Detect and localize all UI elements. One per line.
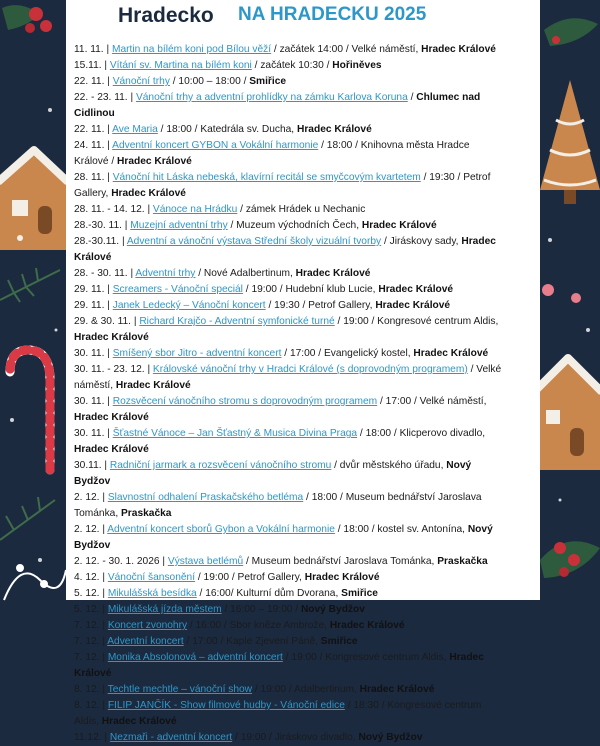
- event-row: 28. 11. - 14. 12. | Vánoce na Hrádku / zámek Hrádek u Nechanic: [74, 204, 366, 215]
- brand-logo-text: Hradecko: [118, 4, 214, 27]
- event-date: 2. 12.: [74, 492, 100, 503]
- event-link[interactable]: Muzejní adventní trhy: [130, 220, 228, 231]
- content-panel: [66, 0, 540, 743]
- event-detail: zámek Hrádek u Nechanic: [245, 204, 366, 215]
- event-place: Hradec Králové: [413, 348, 489, 359]
- event-row: 5. 12. | Mikulášská jízda městem / 16:00 – 19:00 / Nový Bydžov: [74, 604, 365, 615]
- event-link[interactable]: Smíšený sbor Jitro - adventní koncert: [112, 348, 282, 359]
- event-row: 11.12. | Nezmaři - adventní koncert / 19:00 / Jiráskovo divadlo, Nový Bydžov: [74, 732, 423, 743]
- event-row: 29. 11. | Janek Ledecký – Vánoční koncert / 19:30 / Petrof Gallery, Hradec Králové: [74, 300, 451, 311]
- event-date: 5. 12.: [74, 588, 100, 599]
- event-detail: 17:00 / Kaple Zjevení Páně,: [192, 636, 318, 647]
- event-date: 29. 11.: [74, 284, 105, 295]
- event-detail: 18:30 / Kongresové centrum Aldis,: [74, 700, 482, 727]
- event-date: 7. 12.: [74, 620, 100, 631]
- page-header: [66, 0, 540, 34]
- gingerbread-house-icon: [534, 358, 600, 470]
- event-date: 24. 11.: [74, 140, 105, 151]
- event-detail: dvůr městského úřadu,: [339, 460, 444, 471]
- event-place: Hradec Králové: [378, 284, 454, 295]
- event-date: 7. 12.: [74, 636, 100, 647]
- event-detail: Jiráskovy sady,: [389, 236, 459, 247]
- event-date: 4. 12.: [74, 572, 100, 583]
- event-place: Hradec Králové: [117, 156, 192, 167]
- event-link[interactable]: Vánoční trhy: [112, 76, 170, 87]
- event-link[interactable]: Vítání sv. Martina na bílém koni: [109, 60, 252, 71]
- event-date: 11. 11.: [74, 44, 104, 55]
- event-row: 29. 11. | Screamers - Vánoční speciál / 19:00 / Hudební klub Lucie, Hradec Králové: [74, 284, 454, 295]
- event-place: Hradec Králové: [296, 124, 372, 135]
- event-link[interactable]: Richard Krajčo - Adventní symfonické turné: [139, 316, 335, 327]
- event-row: 22. 11. | Vánoční trhy / 10:00 – 18:00 / Smiřice: [74, 76, 287, 87]
- event-date: 22. 11.: [74, 76, 105, 87]
- event-row: 28.-30.11. | Adventní a vánoční výstava Střední školy vizuální tvorby / Jiráskovy sady, Hradec Králové: [74, 236, 496, 263]
- event-list: [74, 42, 504, 746]
- event-detail: 18:00 / Katedrála sv. Ducha,: [166, 124, 295, 135]
- event-place: Nový Bydžov: [358, 732, 423, 743]
- event-row: 30. 11. | Smíšený sbor Jitro - adventní koncert / 17:00 / Evangelický kostel, Hradec Králové: [74, 348, 489, 359]
- event-detail: začátek 14:00 / Velké náměstí,: [279, 44, 419, 55]
- event-place: Nový Bydžov: [74, 524, 493, 551]
- event-link[interactable]: Screamers - Vánoční speciál: [112, 284, 243, 295]
- event-date: 22. - 23. 11.: [74, 92, 128, 103]
- right-decorations: [540, 0, 600, 600]
- event-row: 30. 11. | Rozsvěcení vánočního stromu s doprovodným programem / 17:00 / Velké náměstí, Hradec Králové: [74, 396, 487, 423]
- event-link[interactable]: FILIP JANČÍK - Show filmové hudby - Vánoční edice: [107, 700, 345, 711]
- event-date: 28. - 30. 11.: [74, 268, 128, 279]
- event-place: Praskačka: [437, 556, 488, 567]
- event-detail: 19:00 / Jiráskovo divadlo,: [240, 732, 356, 743]
- event-link[interactable]: Adventní trhy: [135, 268, 196, 279]
- gingerbread-tree-icon: [540, 80, 600, 204]
- event-row: 30. 11. | Šťastné Vánoce – Jan Šťastný & Musica Divina Praga / 18:00 / Klicperovo divadlo, Hradec Králové: [74, 428, 486, 455]
- event-date: 28. 11.: [74, 172, 105, 183]
- event-row: 5. 12. | Mikulášská besídka / 16:00/ Kulturní dům Dvorana, Smiřice: [74, 588, 378, 599]
- event-date: 8. 12.: [74, 684, 100, 695]
- event-date: 5. 12.: [74, 604, 100, 615]
- event-detail: 17:00 / Velké náměstí,: [385, 396, 487, 407]
- event-detail: 19:00 / Hudební klub Lucie,: [251, 284, 376, 295]
- event-row: 2. 12. | Slavnostní odhalení Praskačského betléma / 18:00 / Museum bednářství Jaroslava Tománka, Praskačka: [74, 492, 482, 519]
- event-link[interactable]: Radniční jarmark a rozsvěcení vánočního stromu: [109, 460, 332, 471]
- event-row: 7. 12. | Koncert zvonohry / 16:00 / Sbor kněze Ambrože, Hradec Králové: [74, 620, 405, 631]
- event-detail: 16:00/ Kulturní dům Dvorana,: [205, 588, 339, 599]
- event-place: Hradec Králové: [329, 620, 405, 631]
- event-place: Nový Bydžov: [300, 604, 365, 615]
- event-date: 30. 11. - 23. 12.: [74, 364, 145, 375]
- event-link[interactable]: Vánoční hit Láska nebeská, klavírní recitál se smyčcovým kvartetem: [112, 172, 421, 183]
- event-row: 11. 11. | Martin na bílém koni pod Bílou věží / začátek 14:00 / Velké náměstí, Hradec Králové: [74, 44, 496, 55]
- event-detail: 19:00 / Kongresové centrum Aldis,: [291, 652, 447, 663]
- event-date: 7. 12.: [74, 652, 100, 663]
- event-row: 2. 12. | Adventní koncert sborů Gybon a Vokální harmonie / 18:00 / kostel sv. Antonína, Nový Bydžov: [74, 524, 493, 551]
- event-row: 7. 12. | Monika Absolonová – adventní koncert / 19:00 / Kongresové centrum Aldis, Hradec Králové: [74, 652, 484, 679]
- event-link[interactable]: Vánoce na Hrádku: [152, 204, 238, 215]
- event-row: 7. 12. | Adventní koncert / 17:00 / Kaple Zjevení Páně, Smiřice: [74, 636, 358, 647]
- event-place: Hradec Králové: [74, 412, 149, 423]
- event-link[interactable]: Nezmaři - adventní koncert: [109, 732, 233, 743]
- page-title: NA HRADECKU 2025: [238, 4, 427, 25]
- event-link[interactable]: Slavnostní odhalení Praskačského betléma: [107, 492, 304, 503]
- event-row: 2. 12. - 30. 1. 2026 | Výstava betlémů / Museum bednářství Jaroslava Tománka, Praskačka: [74, 556, 488, 567]
- event-date: 15.11.: [74, 60, 102, 71]
- event-date: 2. 12. - 30. 1. 2026: [74, 556, 160, 567]
- event-detail: 19:00 / Petrof Gallery,: [203, 572, 302, 583]
- event-row: 30. 11. - 23. 12. | Královské vánoční trhy v Hradci Králové (s doprovodným programem) / Velké náměstí, Hradec Králové: [74, 364, 502, 391]
- event-date: 2. 12.: [74, 524, 100, 535]
- event-detail: 18:00 / Klicperovo divadlo,: [365, 428, 486, 439]
- event-row: 8. 12. | FILIP JANČÍK - Show filmové hudby - Vánoční edice / 18:30 / Kongresové centrum Aldis, Hradec Králové: [74, 700, 482, 727]
- event-detail: Nové Adalbertinum,: [203, 268, 293, 279]
- event-detail: Museum bednářství Jaroslava Tománka,: [251, 556, 435, 567]
- event-detail: 16:00 – 19:00 /: [230, 604, 299, 615]
- event-row: 30.11. | Radniční jarmark a rozsvěcení vánočního stromu / dvůr městského úřadu, Nový Bydžov: [74, 460, 472, 487]
- event-place: Hradec Králové: [304, 572, 380, 583]
- event-date: 29. & 30. 11.: [74, 316, 132, 327]
- event-link[interactable]: Monika Absolonová – adventní koncert: [107, 652, 283, 663]
- event-place: Chlumec nad Cidlinou: [74, 92, 481, 119]
- event-place: Hořiněves: [332, 60, 382, 71]
- left-decorations: [0, 0, 66, 600]
- event-place: Hradec Králové: [74, 236, 496, 263]
- event-link[interactable]: Adventní a vánoční výstava Střední školy vizuální tvorby: [126, 236, 382, 247]
- gingerbread-house-icon: [0, 150, 68, 250]
- event-link[interactable]: Janek Ledecký – Vánoční koncert: [112, 300, 266, 311]
- event-link[interactable]: Mikulášská besídka: [107, 588, 197, 599]
- event-detail: 19:00 / Kongresové centrum Aldis,: [343, 316, 499, 327]
- event-row: 8. 12. | Techtle mechtle – vánoční show / 19:00 / Adalbertinum, Hradec Králové: [74, 684, 435, 695]
- holly-leaves-icon: [544, 18, 598, 46]
- fairy-lights-icon: [4, 565, 66, 600]
- holly-berries-icon: [2, 5, 52, 33]
- event-date: 28.-30.11.: [74, 236, 120, 247]
- event-date: 30. 11.: [74, 428, 105, 439]
- event-place: Hradec Králové: [375, 300, 451, 311]
- event-row: 15.11. | Vítání sv. Martina na bílém koni / začátek 10:30 / Hořiněves: [74, 60, 382, 71]
- event-link[interactable]: Výstava betlémů: [167, 556, 244, 567]
- event-detail: 18:00 / Knihovna města Hradce Králové /: [74, 140, 470, 167]
- event-detail: Velké náměstí,: [74, 364, 502, 391]
- event-date: 29. 11.: [74, 300, 105, 311]
- event-link[interactable]: Techtle mechtle – vánoční show: [107, 684, 253, 695]
- holly-berries-icon: [540, 541, 600, 578]
- event-date: 30. 11.: [74, 348, 105, 359]
- event-place: Hradec Králové: [101, 716, 177, 727]
- event-place: Hradec Králové: [295, 268, 371, 279]
- event-detail: začátek 10:30 /: [260, 60, 330, 71]
- event-row: 28. - 30. 11. | Adventní trhy / Nové Adalbertinum, Hradec Králové: [74, 268, 371, 279]
- event-link[interactable]: Rozsvěcení vánočního stromu s doprovodným programem: [112, 396, 378, 407]
- event-detail: 19:30 / Petrof Gallery,: [274, 300, 373, 311]
- event-link[interactable]: Šťastné Vánoce – Jan Šťastný & Musica Divina Praga: [112, 428, 358, 439]
- event-place: Hradec Králové: [361, 220, 437, 231]
- event-place: Praskačka: [121, 508, 172, 519]
- event-link[interactable]: Královské vánoční trhy v Hradci Králové (s doprovodným programem): [152, 364, 468, 375]
- event-detail: 16:00 / Sbor kněze Ambrože,: [195, 620, 327, 631]
- event-date: 8. 12.: [74, 700, 100, 711]
- event-detail: 18:00 / kostel sv. Antonína,: [343, 524, 465, 535]
- event-row: 28. 11. | Vánoční hit Láska nebeská, klavírní recitál se smyčcovým kvartetem / 19:30 / Petrof Gallery, Hradec Králové: [74, 172, 491, 199]
- event-place: Nový Bydžov: [74, 460, 472, 487]
- ornament-balls-icon: [542, 284, 581, 303]
- event-link[interactable]: Mikulášská jízda městem: [107, 604, 222, 615]
- event-row: 22. - 23. 11. | Vánoční trhy a adventní prohlídky na zámku Karlova Koruna / Chlumec nad Cidlinou: [74, 92, 481, 119]
- event-place: Hradec Králové: [359, 684, 435, 695]
- event-link[interactable]: Ave Maria: [112, 124, 158, 135]
- event-row: 29. & 30. 11. | Richard Krajčo - Adventní symfonické turné / 19:00 / Kongresové centrum Aldis, Hradec Králové: [74, 316, 499, 343]
- event-row: 28.-30. 11. | Muzejní adventní trhy / Muzeum východních Čech, Hradec Králové: [74, 220, 437, 231]
- event-link[interactable]: Martin na bílém koni pod Bílou věží: [111, 44, 272, 55]
- event-link[interactable]: Vánoční šansonění: [107, 572, 196, 583]
- event-link[interactable]: Koncert zvonohry: [107, 620, 188, 631]
- event-place: Smiřice: [249, 76, 287, 87]
- event-date: 11.12.: [74, 732, 102, 743]
- event-date: 30.11.: [74, 460, 102, 471]
- event-row: 24. 11. | Adventní koncert GYBON a Vokální harmonie / 18:00 / Knihovna města Hradce Králové / Hradec Králové: [74, 140, 470, 167]
- event-place: Smiřice: [341, 588, 378, 599]
- event-row: 4. 12. | Vánoční šansonění / 19:00 / Petrof Gallery, Hradec Králové: [74, 572, 380, 583]
- event-row: 22. 11. | Ave Maria / 18:00 / Katedrála sv. Ducha, Hradec Králové: [74, 124, 372, 135]
- event-date: 30. 11.: [74, 396, 105, 407]
- event-detail: 19:30 / Petrof Gallery,: [74, 172, 491, 199]
- event-link[interactable]: Adventní koncert GYBON a Vokální harmonie: [112, 140, 319, 151]
- event-detail: Muzeum východních Čech,: [236, 220, 360, 231]
- candy-cane-icon: [10, 350, 50, 470]
- event-detail: 18:00 / Museum bednářství Jaroslava Tománka,: [74, 492, 482, 519]
- event-detail: 10:00 – 18:00 /: [178, 76, 247, 87]
- event-place: Hradec Králové: [74, 652, 484, 679]
- event-link[interactable]: Vánoční trhy a adventní prohlídky na zámku Karlova Koruna: [135, 92, 408, 103]
- event-place: Hradec Králové: [115, 380, 191, 391]
- event-date: 22. 11.: [74, 124, 105, 135]
- event-link[interactable]: Adventní koncert: [107, 636, 184, 647]
- event-date: 28. 11. - 14. 12.: [74, 204, 145, 215]
- event-place: Hradec Králové: [74, 332, 149, 343]
- event-place: Smiřice: [320, 636, 358, 647]
- event-place: Hradec Králové: [111, 188, 186, 199]
- event-date: 28.-30. 11.: [74, 220, 122, 231]
- event-place: Hradec Králové: [74, 444, 149, 455]
- event-link[interactable]: Adventní koncert sborů Gybon a Vokální harmonie: [107, 524, 335, 535]
- event-detail: 17:00 / Evangelický kostel,: [289, 348, 411, 359]
- event-detail: 19:00 / Adalbertinum,: [260, 684, 357, 695]
- event-place: Hradec Králové: [421, 44, 496, 55]
